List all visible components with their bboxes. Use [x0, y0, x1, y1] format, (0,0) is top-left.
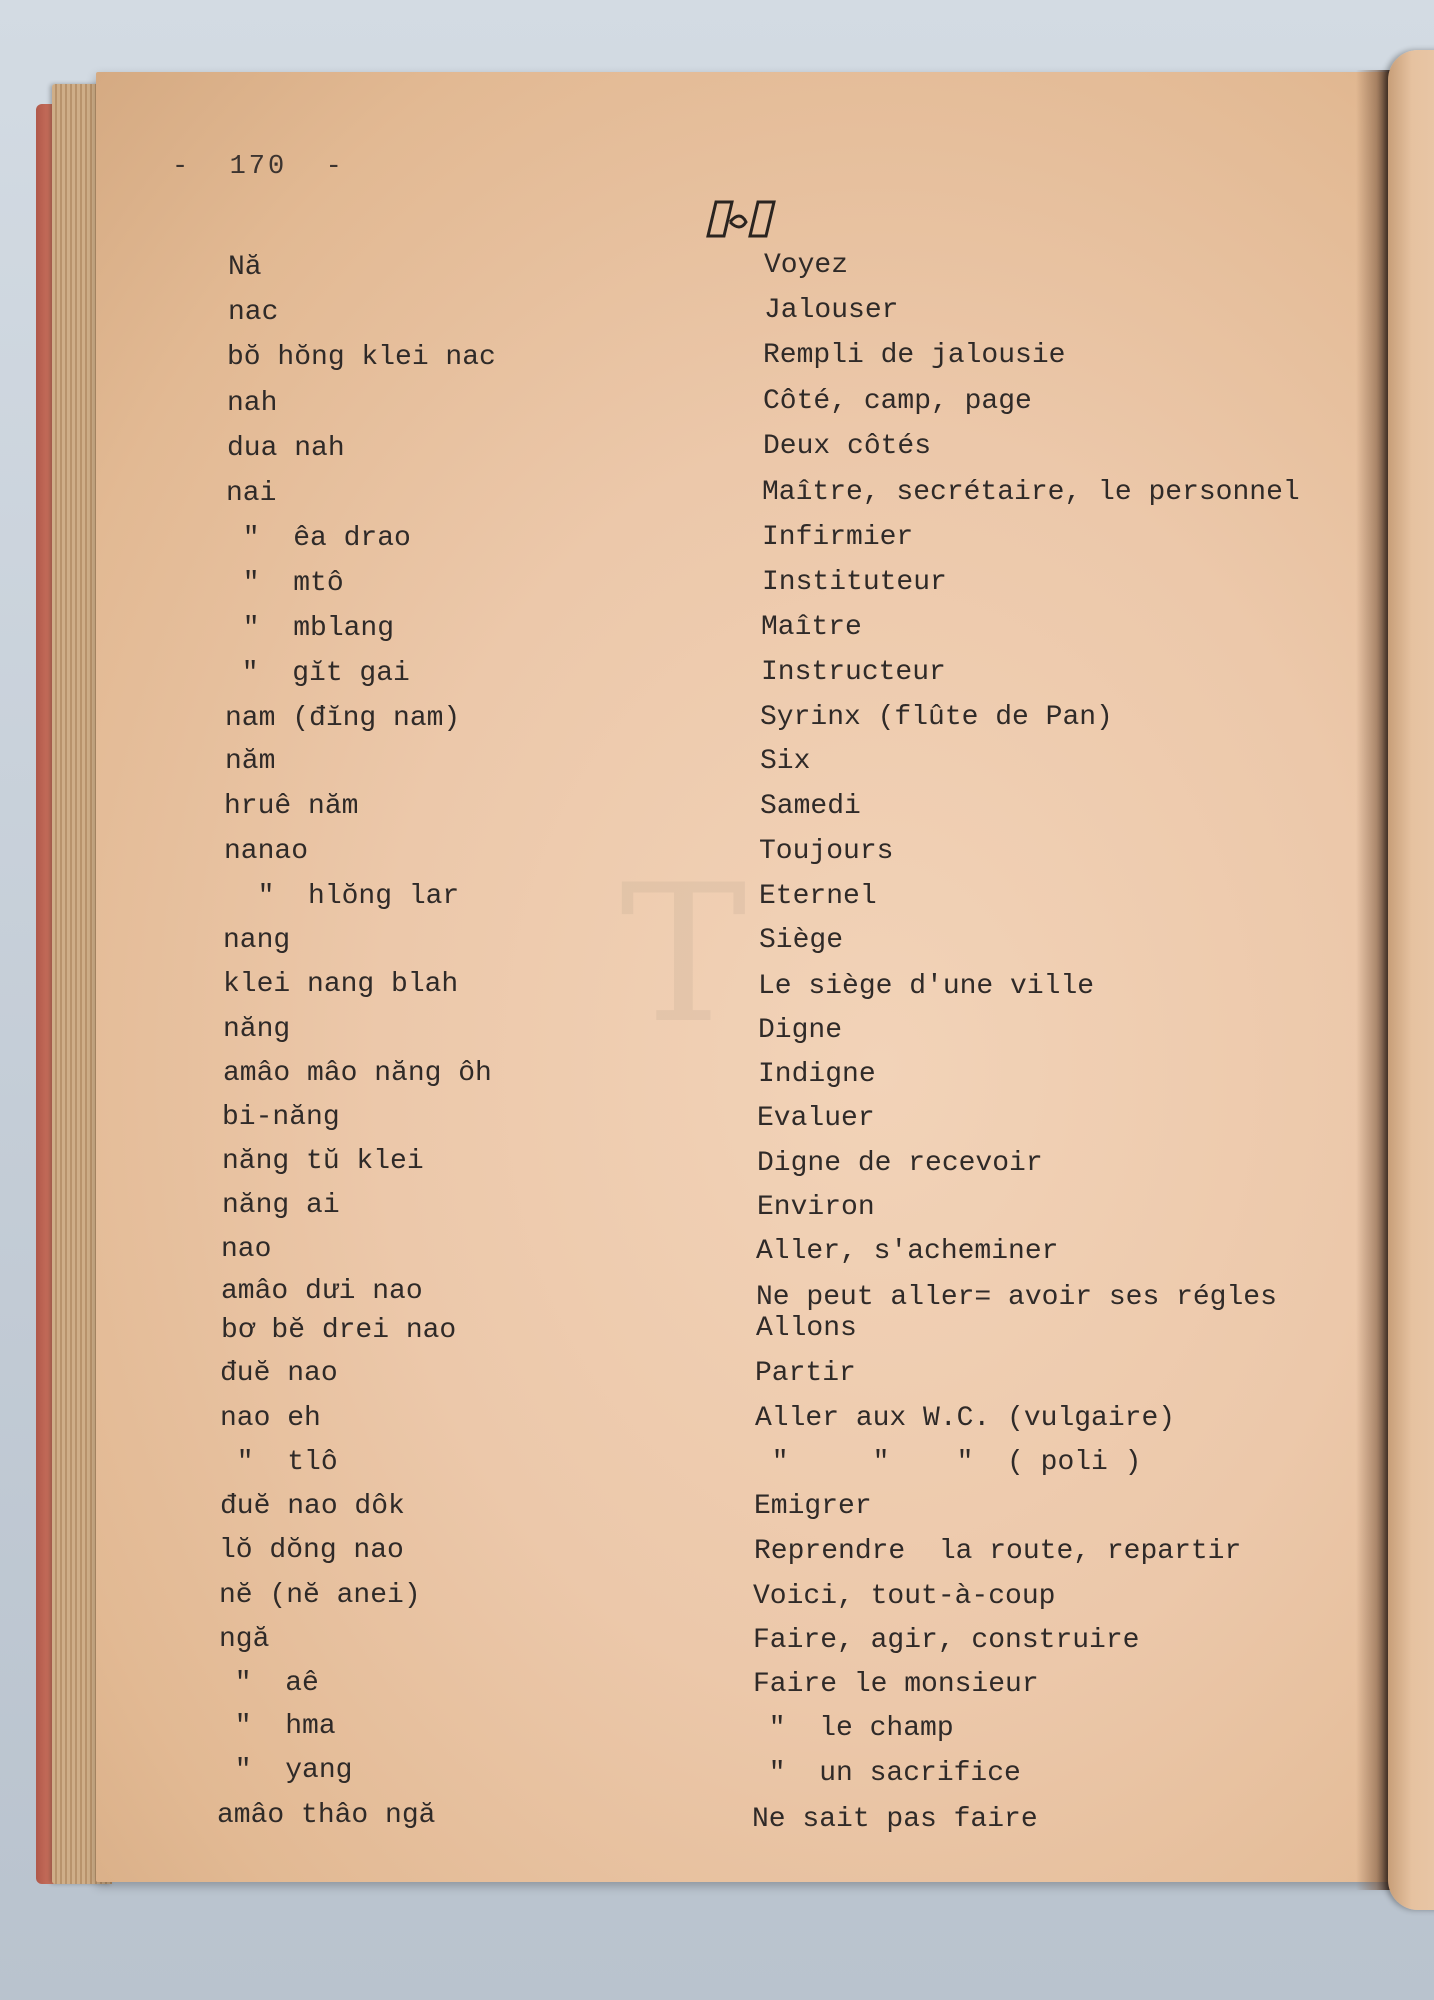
entry-term: klei nang blah [223, 969, 459, 1000]
entry-term: amâo mâo năng ôh [223, 1058, 492, 1089]
entry-translation: Faire, agir, construire [753, 1625, 1140, 1656]
entry-translation: Aller aux W.C. (vulgaire) [755, 1403, 1176, 1434]
facing-page-edge [1388, 50, 1434, 1910]
entry-translation: Digne de recevoir [757, 1148, 1043, 1179]
entry-term: amâo thâo ngă [217, 1800, 436, 1831]
entry-term: " yang [218, 1755, 353, 1786]
entry-translation: Six [760, 746, 811, 777]
entry-term: nang [223, 925, 291, 956]
entry-translation: Environ [757, 1192, 875, 1223]
entry-term: " mblang [226, 613, 395, 644]
entry-translation: Syrinx (flûte de Pan) [760, 702, 1113, 733]
bleed-through-mark: T [620, 844, 747, 1065]
entry-term: " tlô [220, 1447, 338, 1478]
entry-term: nĕ (nĕ anei) [219, 1580, 421, 1611]
entry-term: nac [228, 297, 279, 328]
entry-term: lŏ dŏng nao [219, 1535, 404, 1566]
entry-translation: Evaluer [757, 1103, 875, 1134]
entry-translation: Voici, tout-à-coup [753, 1581, 1056, 1612]
entry-translation: Deux côtés [763, 431, 932, 462]
entry-translation: " un sacrifice [752, 1758, 1021, 1789]
entry-translation: Maître, secrétaire, le personnel [762, 477, 1300, 508]
entry-translation: Aller, s'acheminer [756, 1236, 1059, 1267]
entry-translation: Siège [759, 925, 844, 956]
entry-translation: Rempli de jalousie [763, 340, 1066, 371]
entry-term: hruê năm [224, 791, 359, 822]
entry-translation: Côté, camp, page [763, 386, 1032, 417]
entry-term: nai [226, 478, 277, 509]
entry-term: đuĕ nao [220, 1358, 338, 1389]
entry-translation: Instituteur [762, 567, 947, 598]
entry-term: năng tŭ klei [222, 1146, 424, 1177]
entry-term: bi-năng [222, 1102, 340, 1133]
entry-term: bŏ hŏng klei nac [227, 342, 496, 373]
entry-term: " hlŏng lar [224, 881, 460, 912]
entry-term: nah [227, 388, 278, 419]
entry-translation: Jalouser [764, 295, 899, 326]
entry-translation: Toujours [759, 836, 894, 867]
entry-translation: Ne sait pas faire [752, 1804, 1038, 1835]
entry-translation: Partir [755, 1358, 856, 1389]
entry-term: amâo dưi nao [221, 1276, 423, 1307]
entry-term: " hma [218, 1711, 336, 1742]
entry-term: ngă [219, 1624, 270, 1655]
entry-term: đuĕ nao dôk [220, 1491, 405, 1522]
entry-term: dua nah [227, 433, 345, 464]
entry-translation: Infirmier [762, 522, 914, 553]
entry-term: " gĭt gai [225, 658, 410, 689]
page-number: - 170 - [172, 152, 345, 182]
entry-term: năng [223, 1014, 291, 1045]
entry-translation: Voyez [764, 250, 849, 281]
entry-term: bơ bĕ drei nao [221, 1315, 457, 1346]
entry-translation: Instructeur [761, 657, 946, 688]
handwritten-section-mark-icon [700, 196, 784, 242]
entry-term: nao [221, 1234, 272, 1265]
entry-translation: Samedi [760, 791, 861, 822]
entry-term: nao eh [220, 1403, 321, 1434]
entry-translation: " le champ [752, 1713, 954, 1744]
entry-translation: Reprendre la route, repartir [754, 1536, 1242, 1567]
entry-translation: Allons [756, 1313, 857, 1344]
entry-translation: Maître [761, 612, 862, 643]
entry-term: " mtô [226, 568, 344, 599]
entry-translation: Faire le monsieur [753, 1669, 1039, 1700]
entry-term: Nă [228, 252, 262, 283]
entry-translation: Emigrer [754, 1491, 872, 1522]
entry-term: " aê [218, 1668, 319, 1699]
entry-translation: Digne [758, 1015, 843, 1046]
entry-translation: Indigne [758, 1059, 876, 1090]
entry-translation: Eternel [759, 881, 877, 912]
entry-translation: Ne peut aller= avoir ses régles [756, 1282, 1277, 1313]
entry-term: nam (đĭng nam) [225, 703, 461, 734]
entry-term: " êa drao [226, 523, 411, 554]
entry-term: năm [225, 746, 276, 777]
entry-term: nanao [224, 836, 309, 867]
entry-translation: Le siège d'une ville [758, 971, 1095, 1002]
entry-translation: " " " ( poli ) [755, 1447, 1142, 1478]
entry-term: năng ai [222, 1190, 340, 1221]
